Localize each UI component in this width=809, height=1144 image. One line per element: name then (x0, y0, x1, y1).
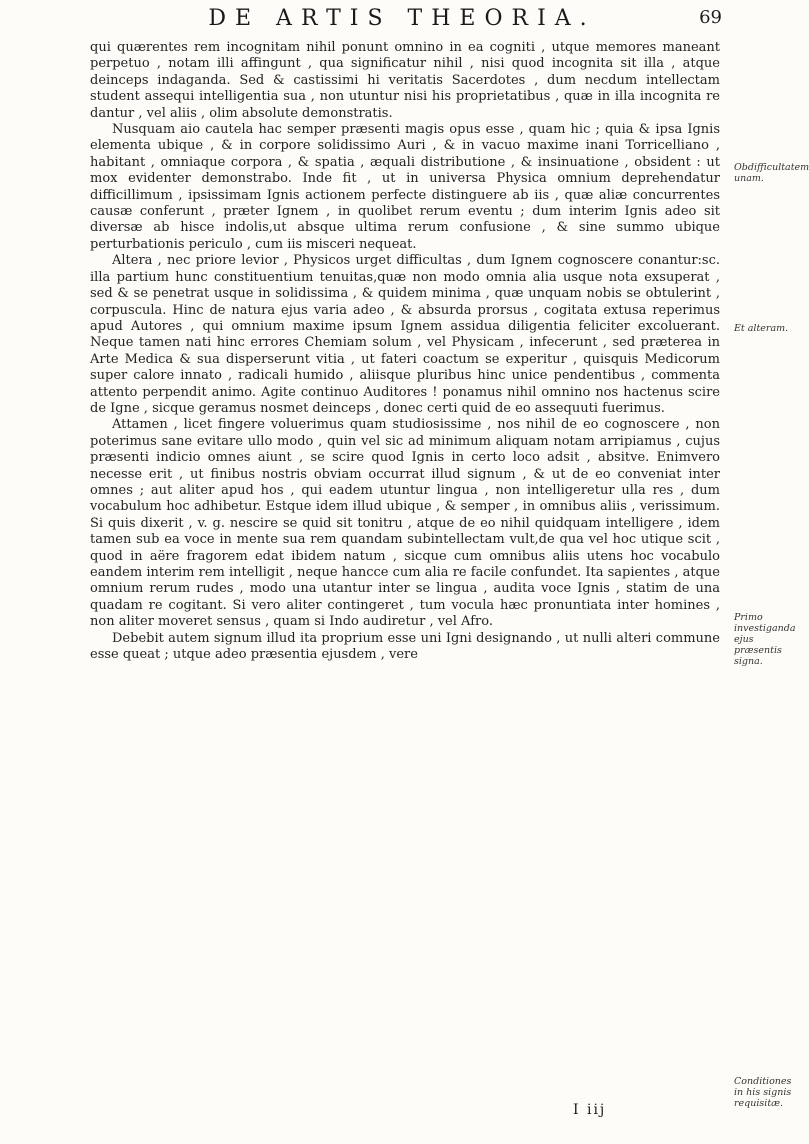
paragraph-3: Altera , nec priore levior , Physicos urget difficultas , dum Ignem cognoscere conantur:sc. illa partium hunc constituentium tenuitas,quæ non modo omnia alia usque nota exsuperat , sed & se penetrat usque in solidissima , & quidem minima , quæ unquam nobis se obtulerint , corpuscula. Hinc de natura ejus varia adeo , & absurda prorsus , cogitata extusa reperimus apud Autores , qui omnium maxime ipsum Ignem assidua diligentia feliciter excoluerant. Neque tamen nati hinc errores Chemiam solum , vel Physicam , infecerunt , sed præterea in Arte Medica & sua disperserunt vitia , ut fateri coactum se experitur , quisquis Medicorum super calore innato , radicali humido , aliisque pluribus hinc unice pendentibus , commenta attento perpendit animo. Agite continuo Auditores ! ponamus nihil omnino nos hactenus scire de Igne , sicque geramus nosmet deinceps , donec certi quid de eo assequuti fuerimus. (90, 253, 720, 416)
paragraph-1: qui quærentes rem incognitam nihil ponunt omnino in ea cogniti , utque memores maneant perpetuo , notam illi affingunt , qua significatur nihil , nisi quod incognita sit illa , atque deinceps indaganda. Sed & castissimi hi veritatis Sacerdotes , dum necdum intellectam student assequi intelligentia sua , non utuntur nisi his proprietatibus , quæ in illa incognita re dantur , vel aliis , olim absolute demonstratis. (90, 40, 720, 121)
margin-note-difficulty: Obdifficultatem unam. (734, 162, 809, 184)
page-number: 69 (699, 7, 722, 28)
paragraph-2: Nusquam aio cautela hac semper præsenti magis opus esse , quam hic ; quia & ipsa Ignis elementa ubique , & in corpore solidissimo Auri , & in vacuo maxime inani Torricelliano , habitant , omniaque corpora , & spatia , æquali distributione , & insinuatione , obsident : ut mox evidenter demonstrabo. Inde fit , ut in universa Physica omnium deprehendatur difficillimum , ipsissimam Ignis actionem perfecte distinguere ab iis , quæ aliæ concurrentes causæ conferunt , præter Ignem , in quolibet rerum eventu ; dum interim Ignis adeo sit diversæ ab hisce indolis,ut absque ultima rerum confusione , & sine summo ubique perturbationis periculo , cum iis misceri nequeat. (90, 122, 720, 252)
margin-note-second: Et alteram. (734, 323, 789, 334)
running-title: DE ARTIS THEORIA. (208, 6, 596, 31)
running-header (82, 6, 722, 38)
paragraph-4: Attamen , licet fingere voluerimus quam studiosissime , nos nihil de eo cognoscere , non poterimus sane evitare ullo modo , quin vel sic ad minimum aliquam notam arripiamus , cujus præsenti indicio omnes aiunt , se scire quod Ignis in certo loco adsit , absitve. Enimvero necesse erit , ut finibus nostris obviam occurrat illud signum , & ut de eo conveniat inter omnes ; aut aliter apud hos , qui eadem utuntur lingua , non intelligeretur ulla res , dum vocabulum hoc adhibetur. Estque idem illud ubique , & semper , in omnibus aliis , verissimum. Si quis dixerit , v. g. nescire se quid sit tonitru , atque de eo nihil quidquam intelligere , idem tamen sub ea voce in mente sua rem quandam subintellectam vult,de qua vel hoc utique scit , quod in aëre fragorem edat ibidem natum , sicque cum omnibus aliis utens hoc vocabulo eandem interim rem intelligit , neque hancce cum alia re facile confundet. Ita sapientes , atque omnium rerum rudes , modo una utantur inter se lingua , audita voce Ignis , statim de una quadam re cogitant. Si vero aliter contingeret , tum vocula hæc pronuntiata inter homines , non aliter moveret sensus , quam si Indo audiretur , vel Afro. (90, 417, 720, 630)
signature-mark: I iij (573, 1102, 607, 1118)
margin-note-conditions: Conditiones in his signis requisitæ. (734, 1076, 792, 1109)
body-text (90, 40, 720, 663)
paragraph-5: Debebit autem signum illud ita proprium esse uni Igni designando , ut nulli alteri commune esse queat ; utque adeo præsentia ejusdem , vere (90, 630, 720, 663)
margin-note-signs: Primo investiganda ejus præsentis signa. (734, 612, 796, 667)
